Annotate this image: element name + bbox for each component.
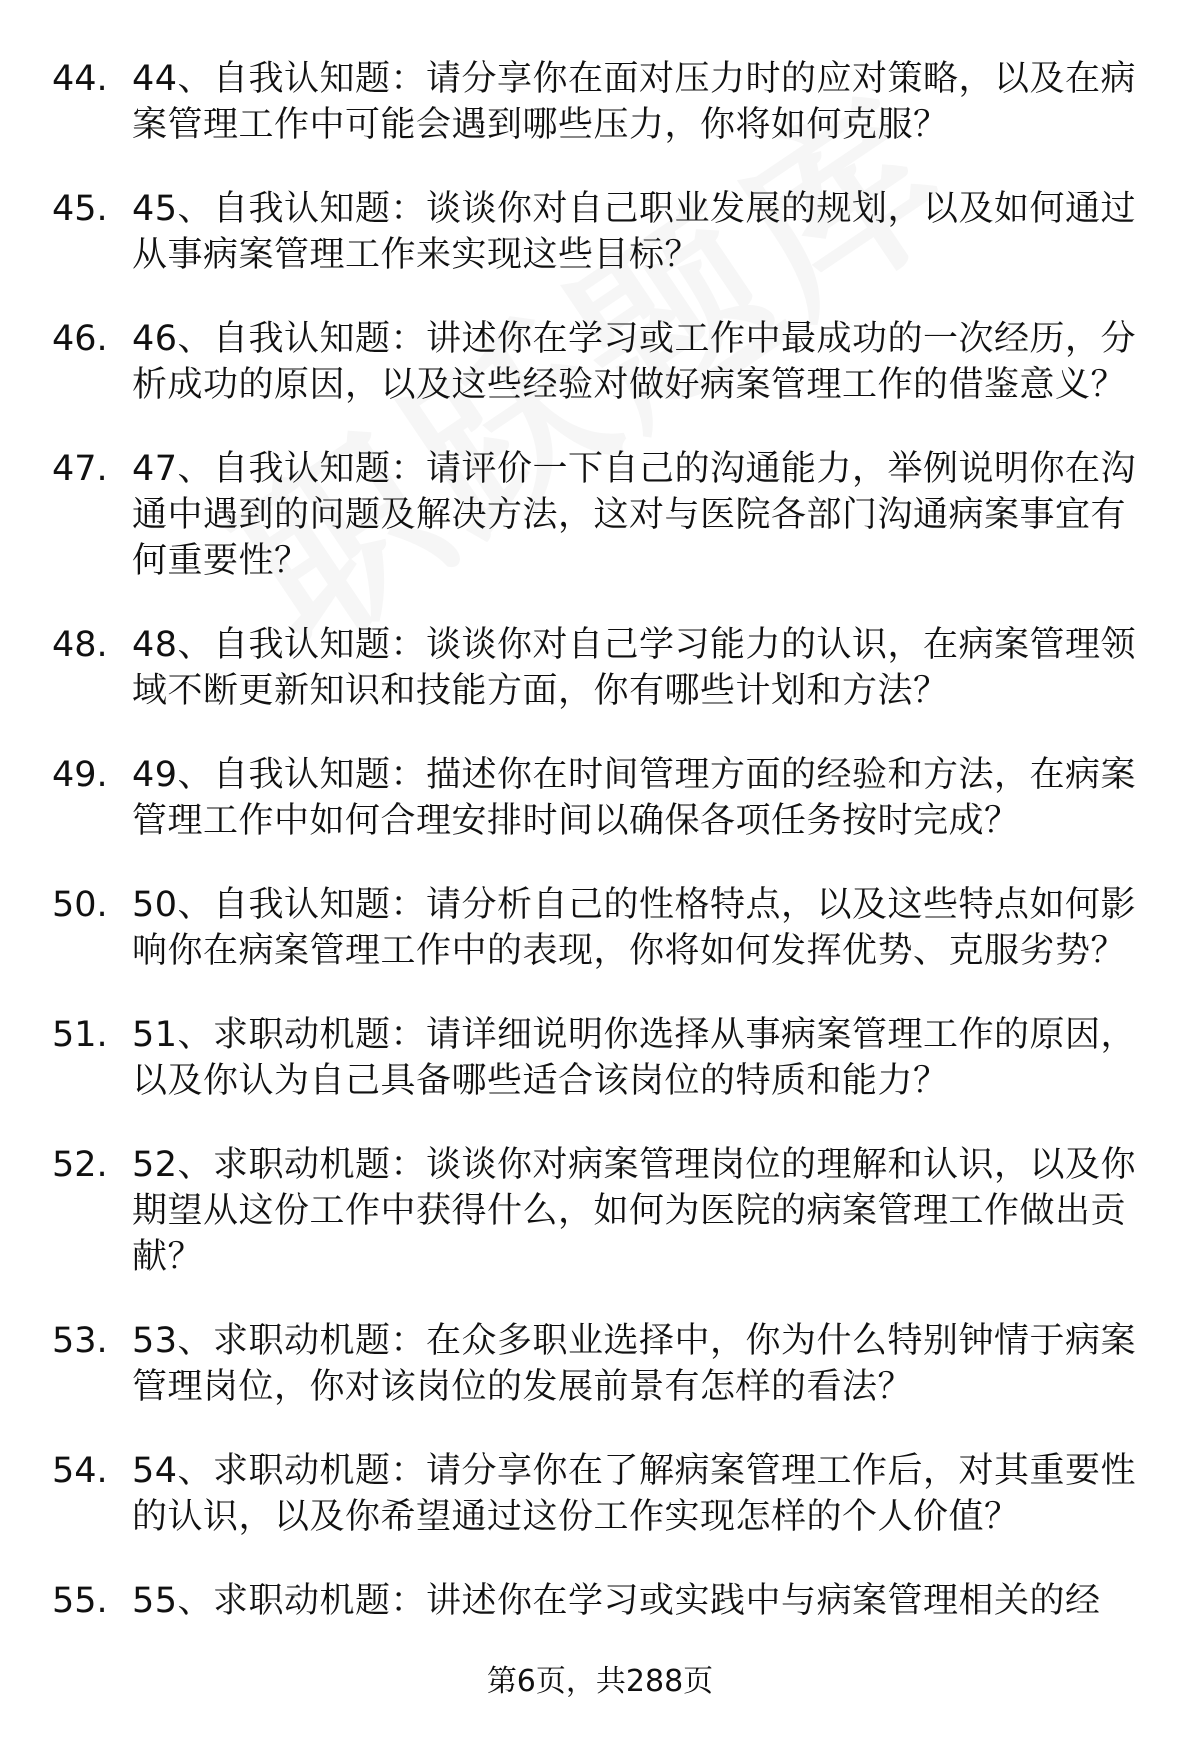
question-text: 55、求职动机题：讲述你在学习或实践中与病案管理相关的经 — [132, 1581, 1101, 1621]
question-item — [0, 446, 1200, 584]
question-text: 53、求职动机题：在众多职业选择中，你为什么特别钟情于病案管理岗位，你对该岗位的发展前景有怎样的看法？ — [132, 1321, 1137, 1407]
question-text: 51、求职动机题：请详细说明你选择从事病案管理工作的原因，以及你认为自己具备哪些适合该岗位的特质和能力？ — [132, 1015, 1137, 1101]
question-number: 49. — [52, 755, 108, 795]
question-number: 48. — [52, 625, 108, 665]
page-footer: 第6页，共288页 — [486, 1664, 714, 1699]
question-text: 47、自我认知题：请评价一下自己的沟通能力，举例说明你在沟通中遇到的问题及解决方法，这对与医院各部门沟通病案事宜有何重要性？ — [132, 449, 1137, 581]
question-list — [0, 56, 1200, 1662]
question-text: 48、自我认知题：谈谈你对自己学习能力的认识，在病案管理领域不断更新知识和技能方面，你有哪些计划和方法？ — [132, 625, 1137, 711]
question-item — [0, 56, 1200, 148]
question-number: 44. — [52, 59, 108, 99]
question-number: 47. — [52, 449, 108, 489]
question-text: 54、求职动机题：请分享你在了解病案管理工作后，对其重要性的认识，以及你希望通过这份工作实现怎样的个人价值？ — [132, 1451, 1137, 1537]
question-text: 44、自我认知题：请分享你在面对压力时的应对策略，以及在病案管理工作中可能会遇到哪些压力，你将如何克服？ — [132, 59, 1137, 145]
question-item — [0, 1142, 1200, 1280]
question-item — [0, 1318, 1200, 1410]
question-text: 45、自我认知题：谈谈你对自己职业发展的规划，以及如何通过从事病案管理工作来实现这些目标？ — [132, 189, 1137, 275]
question-text: 52、求职动机题：谈谈你对病案管理岗位的理解和认识，以及你期望从这份工作中获得什么，如何为医院的病案管理工作做出贡献？ — [132, 1145, 1137, 1277]
question-number: 54. — [52, 1451, 108, 1491]
question-item — [0, 1012, 1200, 1104]
question-item — [0, 1578, 1200, 1624]
question-text: 49、自我认知题：描述你在时间管理方面的经验和方法，在病案管理工作中如何合理安排时间以确保各项任务按时完成？ — [132, 755, 1137, 841]
question-item — [0, 882, 1200, 974]
question-item — [0, 1448, 1200, 1540]
question-number: 45. — [52, 189, 108, 229]
question-number: 55. — [52, 1581, 108, 1621]
question-text: 50、自我认知题：请分析自己的性格特点，以及这些特点如何影响你在病案管理工作中的表现，你将如何发挥优势、克服劣势？ — [132, 885, 1137, 971]
question-text: 46、自我认知题：讲述你在学习或工作中最成功的一次经历，分析成功的原因，以及这些经验对做好病案管理工作的借鉴意义？ — [132, 319, 1137, 405]
question-number: 53. — [52, 1321, 108, 1361]
question-item — [0, 316, 1200, 408]
question-number: 52. — [52, 1145, 108, 1185]
question-item — [0, 186, 1200, 278]
question-item — [0, 622, 1200, 714]
question-item — [0, 752, 1200, 844]
question-number: 46. — [52, 319, 108, 359]
question-number: 51. — [52, 1015, 108, 1055]
question-number: 50. — [52, 885, 108, 925]
